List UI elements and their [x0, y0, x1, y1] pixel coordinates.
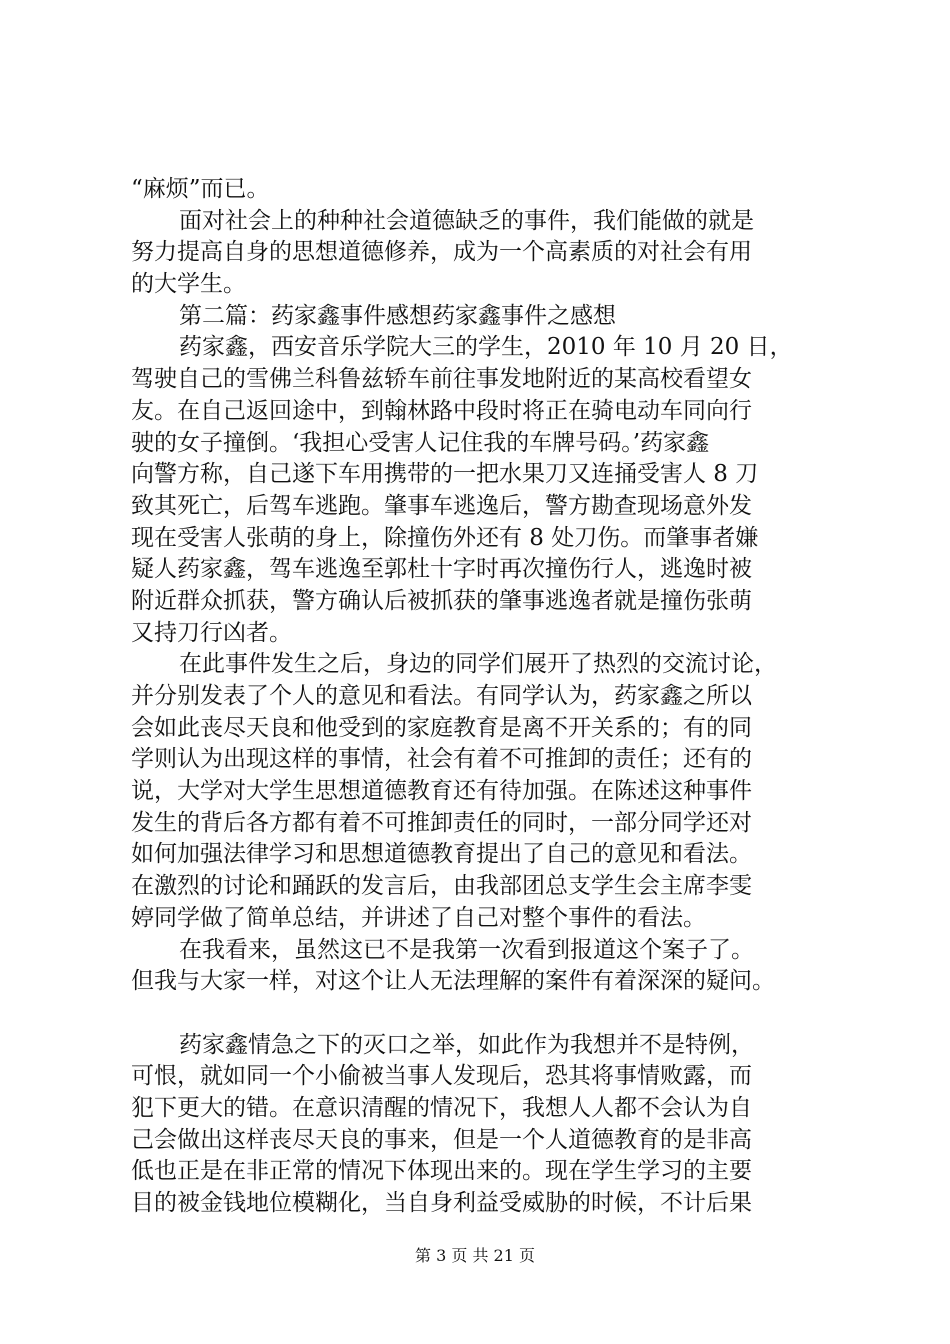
- text-line: 的大学生。: [131, 271, 246, 298]
- text-line: 面对社会上的种种社会道德缺乏的事件，我们能做的就是: [179, 207, 754, 234]
- text-line: 驶的女子撞倒。‘我担心受害人记住我的车牌号码。’药家鑫: [131, 429, 710, 456]
- text-line: 己会做出这样丧尽天良的事来，但是一个人道德教育的是非高: [131, 1126, 752, 1153]
- text-line: 致其死亡，后驾车逃跑。肇事车逃逸后，警方勘查现场意外发: [131, 492, 752, 519]
- text-line: 学则认为出现这样的事情，社会有着不可推卸的责任；还有的: [131, 746, 752, 773]
- text-line: 并分别发表了个人的意见和看法。有同学认为，药家鑫之所以: [131, 683, 752, 709]
- text-line: 如何加强法律学习和思想道德教育提出了自己的意见和看法。: [131, 841, 752, 868]
- text-line: 向警方称，自己遂下车用携带的一把水果刀又连捅受害人 8 刀: [131, 461, 759, 488]
- section-heading: 第二篇：药家鑫事件感想药家鑫事件之感想: [179, 302, 616, 329]
- text-line: 婷同学做了简单总结，并讲述了自己对整个事件的看法。: [131, 904, 706, 931]
- text-line: 说，大学对大学生思想道德教育还有待加强。在陈述这种事件: [131, 778, 752, 805]
- text-line: 但我与大家一样，对这个让人无法理解的案件有着深深的疑问。: [131, 968, 775, 995]
- text-line: 药家鑫情急之下的灭口之举，如此作为我想并不是特例，: [179, 1031, 754, 1058]
- text-line: 发生的背后各方都有着不可推卸责任的同时，一部分同学还对: [131, 809, 752, 836]
- text-line: “麻烦”而已。: [131, 176, 270, 202]
- text-line: 努力提高自身的思想道德修养，成为一个高素质的对社会有用: [131, 239, 752, 266]
- text-line: 药家鑫，西安音乐学院大三的学生，2010 年 10 月 20 日，: [179, 334, 793, 361]
- text-line: 附近群众抓获，警方确认后被抓获的肇事逃逸者就是撞伤张萌: [131, 587, 752, 614]
- text-line: 低也正是在非正常的情况下体现出来的。现在学生学习的主要: [131, 1158, 752, 1185]
- text-line: 在此事件发生之后，身边的同学们展开了热烈的交流讨论，: [179, 651, 777, 678]
- text-line: 又持刀行凶者。: [131, 619, 292, 646]
- text-line: 现在受害人张萌的身上，除撞伤外还有 8 处刀伤。而肇事者嫌: [131, 524, 759, 551]
- text-line: 可恨，就如同一个小偷被当事人发现后，恐其将事情败露，而: [131, 1063, 752, 1090]
- body-text: [131, 174, 831, 1220]
- text-line: 目的被金钱地位模糊化，当自身利益受威胁的时候，不计后果: [131, 1190, 752, 1216]
- text-line: 犯下更大的错。在意识清醒的情况下，我想人人都不会认为自: [131, 1094, 752, 1121]
- text-line: 疑人药家鑫，驾车逃逸至郭杜十字时再次撞伤行人，逃逸时被: [131, 556, 752, 583]
- text-line: 在我看来，虽然这已不是我第一次看到报道这个案子了。: [179, 936, 754, 963]
- text-line: 在激烈的讨论和踊跃的发言后，由我部团总支学生会主席李雯: [131, 873, 752, 900]
- page-footer: 第 3 页 共 21 页: [415, 1246, 535, 1265]
- text-line: 友。在自己返回途中，到翰林路中段时将正在骑电动车同向行: [131, 397, 752, 424]
- blank-line: [131, 998, 831, 1030]
- text-line: 驾驶自己的雪佛兰科鲁兹轿车前往事发地附近的某高校看望女: [131, 366, 752, 393]
- text-line: 会如此丧尽天良和他受到的家庭教育是离不开关系的；有的同: [131, 714, 752, 741]
